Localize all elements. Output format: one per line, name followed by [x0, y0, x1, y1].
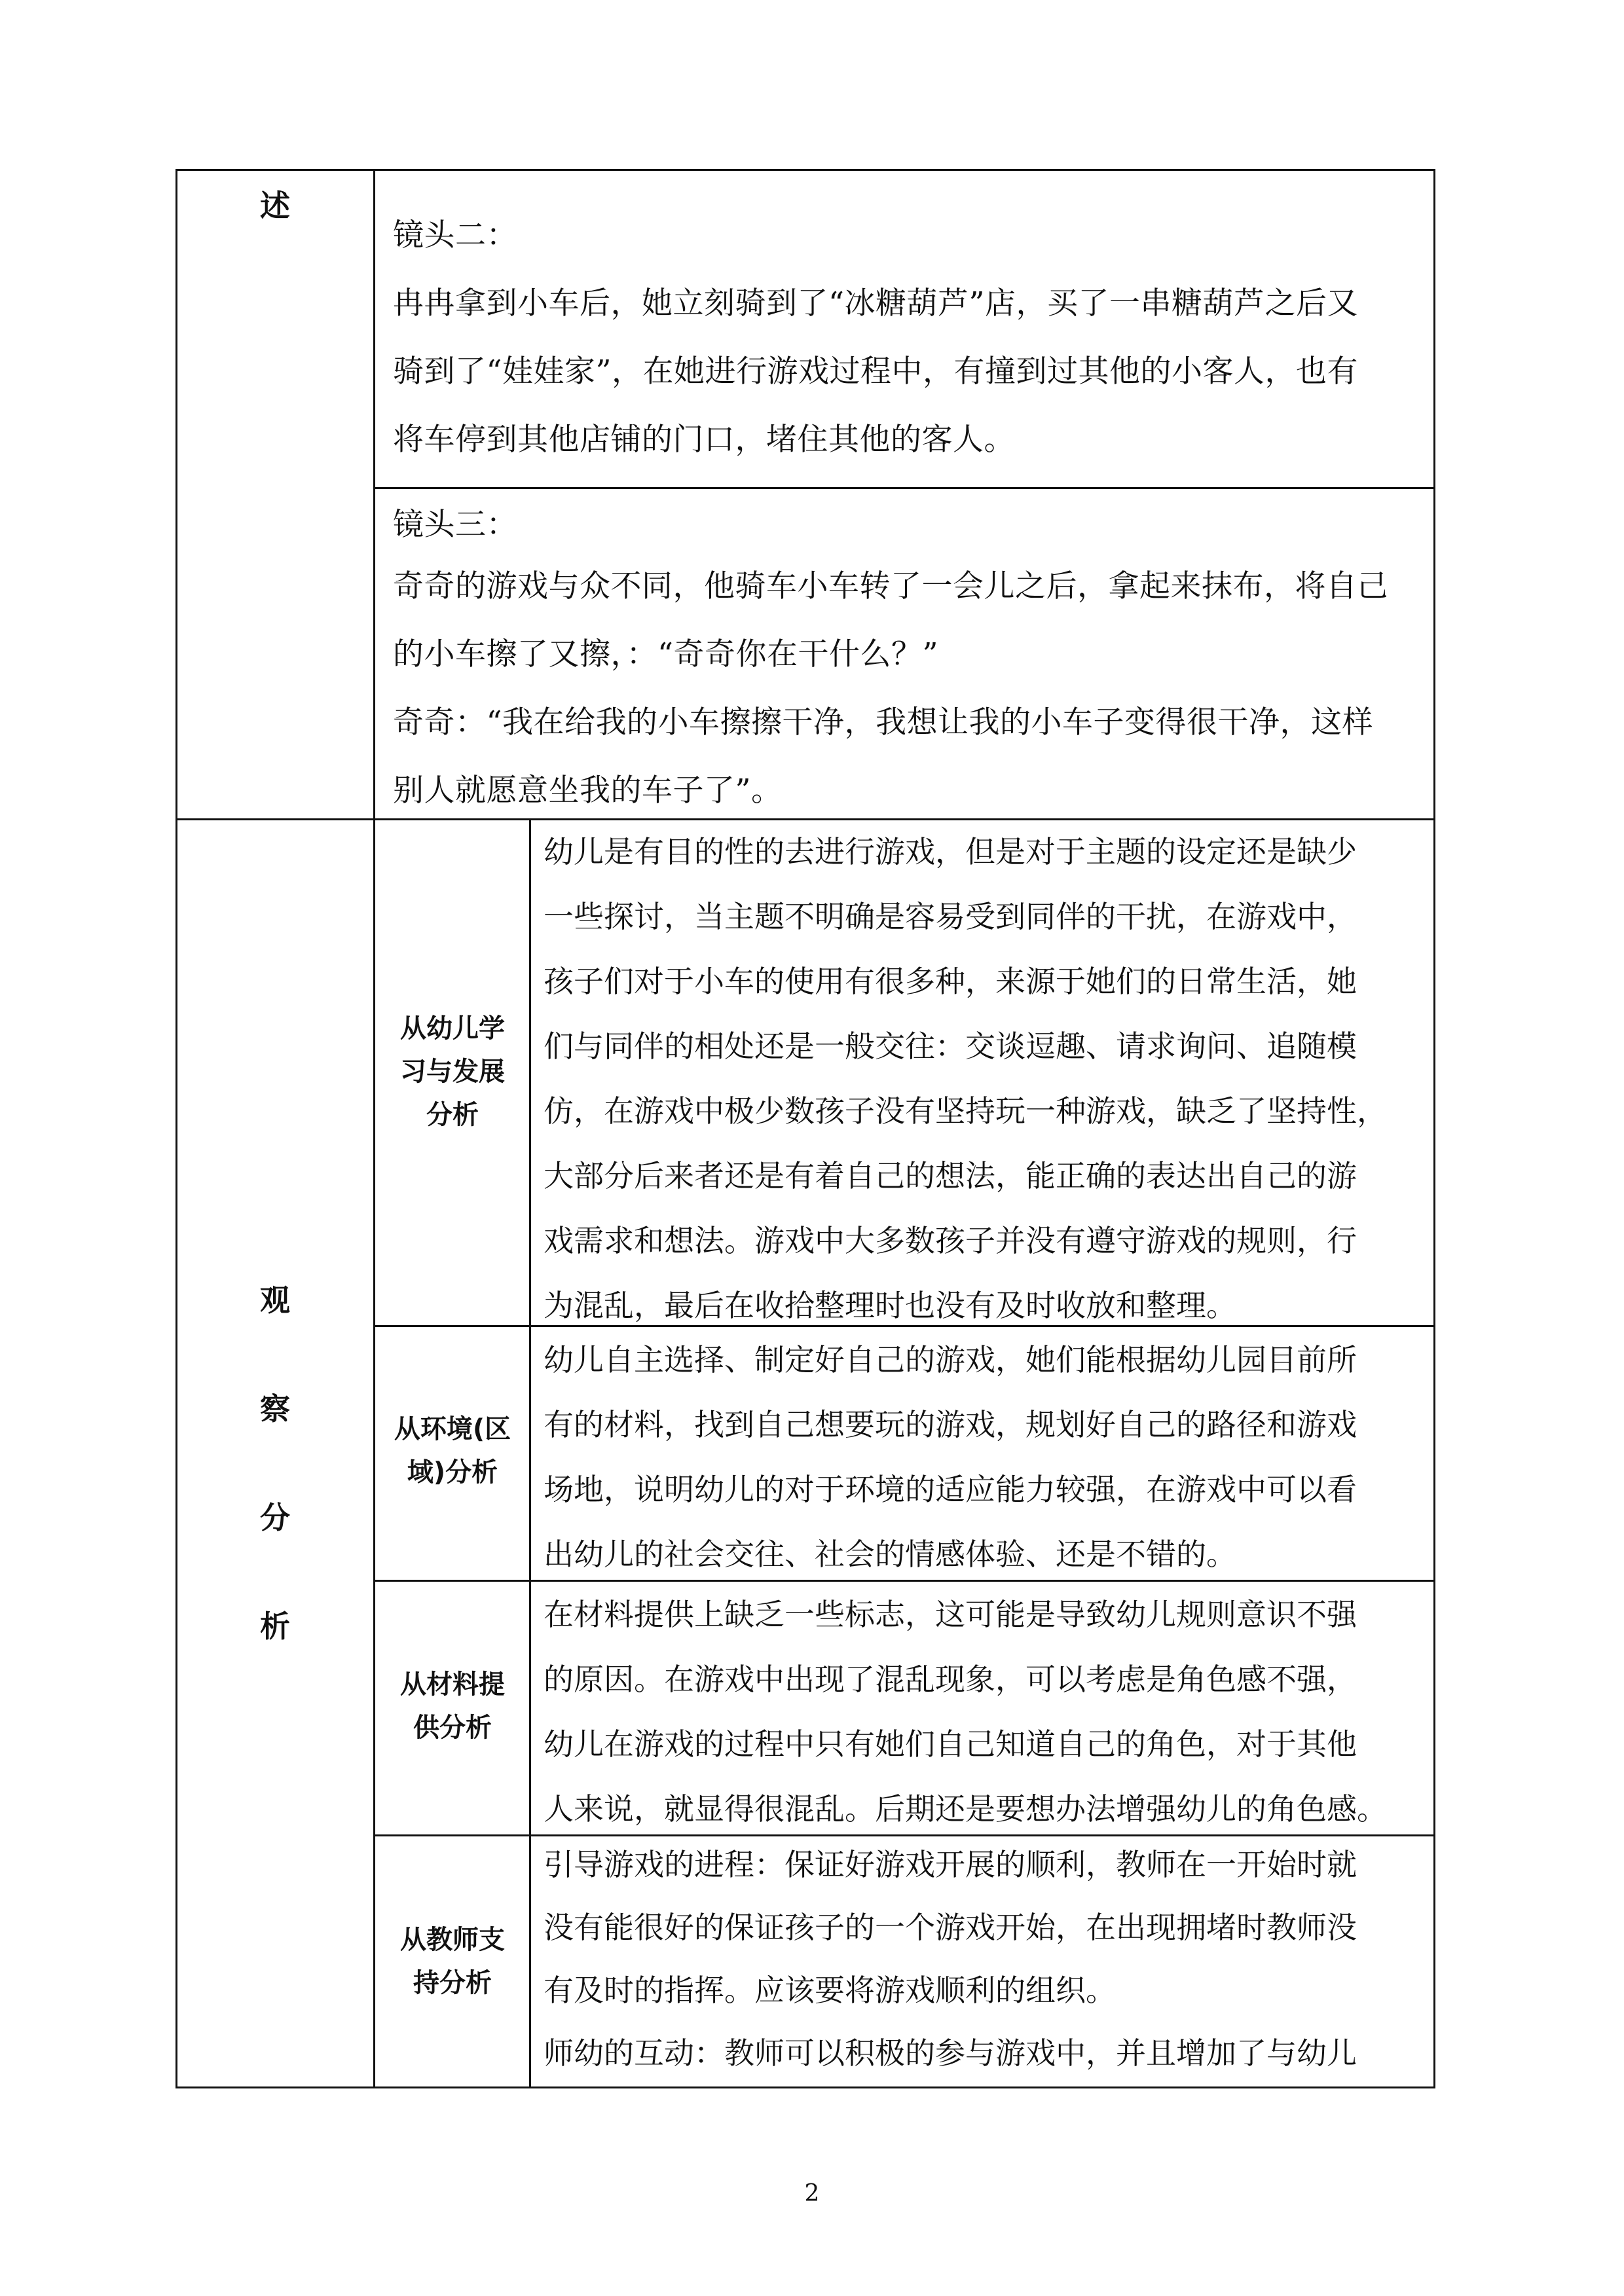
- shot2-line: 将车停到其他店铺的门口，堵住其他的客人。: [393, 422, 1015, 458]
- shot2-line: 骑到了“娃娃家”，在她进行游戏过程中，有撞到过其他的小客人，也有: [393, 354, 1359, 390]
- shot3-line: 奇奇：“我在给我的小车擦擦干净，我想让我的小车子变得很干净，这样: [393, 704, 1374, 740]
- row-text-environment: 幼儿自主选择、制定好自己的游戏，她们能根据幼儿园目前所 有的材料，找到自己想要玩的游戏，规划好自己的路径和游戏 场地，说明幼儿的对于环境的适应能力较强，在游戏中可以看 出幼儿的社会交往、社会的情感体验、还是不错的。: [544, 1342, 1357, 1572]
- table-left-border: [175, 169, 177, 2088]
- row-label-child-learning: 从幼儿学 习与发展 分析: [400, 1013, 505, 1130]
- page-number: 2: [804, 2180, 820, 2207]
- row-divider-shot2: [375, 487, 1435, 489]
- row-label-materials: 从材料提 供分析: [400, 1669, 505, 1743]
- row-text-child-learning: 幼儿是有目的性的去进行游戏，但是对于主题的设定还是缺少 一些探讨，当主题不明确是容易受到同伴的干扰，在游戏中， 孩子们对于小车的使用有很多种，来源于她们的日常生活，她 们与同伴的相处还是一般交往：交谈逗趣、请求询问、追随模 仿，在游戏中极少数孩子没有坚持玩一种游戏，缺乏了坚持性， 大部分后来者还是有着自己的想法，能正确的表达出自己的游 戏需求和想法。游戏中大多数孩子并没有遵守游戏的规则，行 为混乱，最后在收拾整理时也没有及时收放和整理。: [544, 834, 1387, 1323]
- row-text-teacher-support: 引导游戏的进程：保证好游戏开展的顺利，教师在一开始时就 没有能很好的保证孩子的一个游戏开始，在出现拥堵时教师没 有及时的指挥。应该要将游戏顺利的组织。 师幼的互动：教师可以积极的参与游戏中，并且增加了与幼儿: [544, 1847, 1357, 2071]
- shot3-block: [393, 498, 1428, 825]
- section-label-analysis-2: 察: [260, 1391, 290, 1427]
- row-text-materials: 在材料提供上缺乏一些标志，这可能是导致幼儿规则意识不强 的原因。在游戏中出现了混乱现象，可以考虑是角色感不强， 幼儿在游戏的过程中只有她们自己知道自己的角色，对于其他 人来说，就显得很混乱。后期还是要想办法增强幼儿的角色感。: [544, 1597, 1387, 1827]
- row-label-teacher-support: 从教师支 持分析: [400, 1925, 505, 1998]
- shot3-line: 的小车擦了又擦，：“奇奇你在干什么？”: [393, 636, 939, 672]
- shot2-block: [393, 202, 1428, 474]
- shot3-line: 别人就愿意坐我的车子了”。: [393, 773, 783, 809]
- table-right-border: [1433, 169, 1435, 2088]
- table-bottom-border: [175, 2086, 1435, 2088]
- section-label-describe: 述: [260, 188, 290, 223]
- section-label-analysis-4: 析: [260, 1609, 290, 1644]
- section-label-analysis-3: 分: [260, 1500, 290, 1535]
- shot2-line: 冉冉拿到小车后，她立刻骑到了“冰糖葫芦”店，买了一串糖葫芦之后又: [393, 285, 1359, 321]
- table-top-border: [175, 169, 1435, 171]
- section-label-analysis-1: 观: [260, 1283, 290, 1318]
- row-label-environment: 从环境(区 域)分析: [394, 1414, 511, 1487]
- shot2-heading: 镜头二：: [393, 217, 517, 253]
- shot3-heading: 镜头三：: [393, 507, 517, 543]
- shot3-line: 奇奇的游戏与众不同，他骑车小车转了一会儿之后，拿起来抹布，将自己: [393, 568, 1388, 604]
